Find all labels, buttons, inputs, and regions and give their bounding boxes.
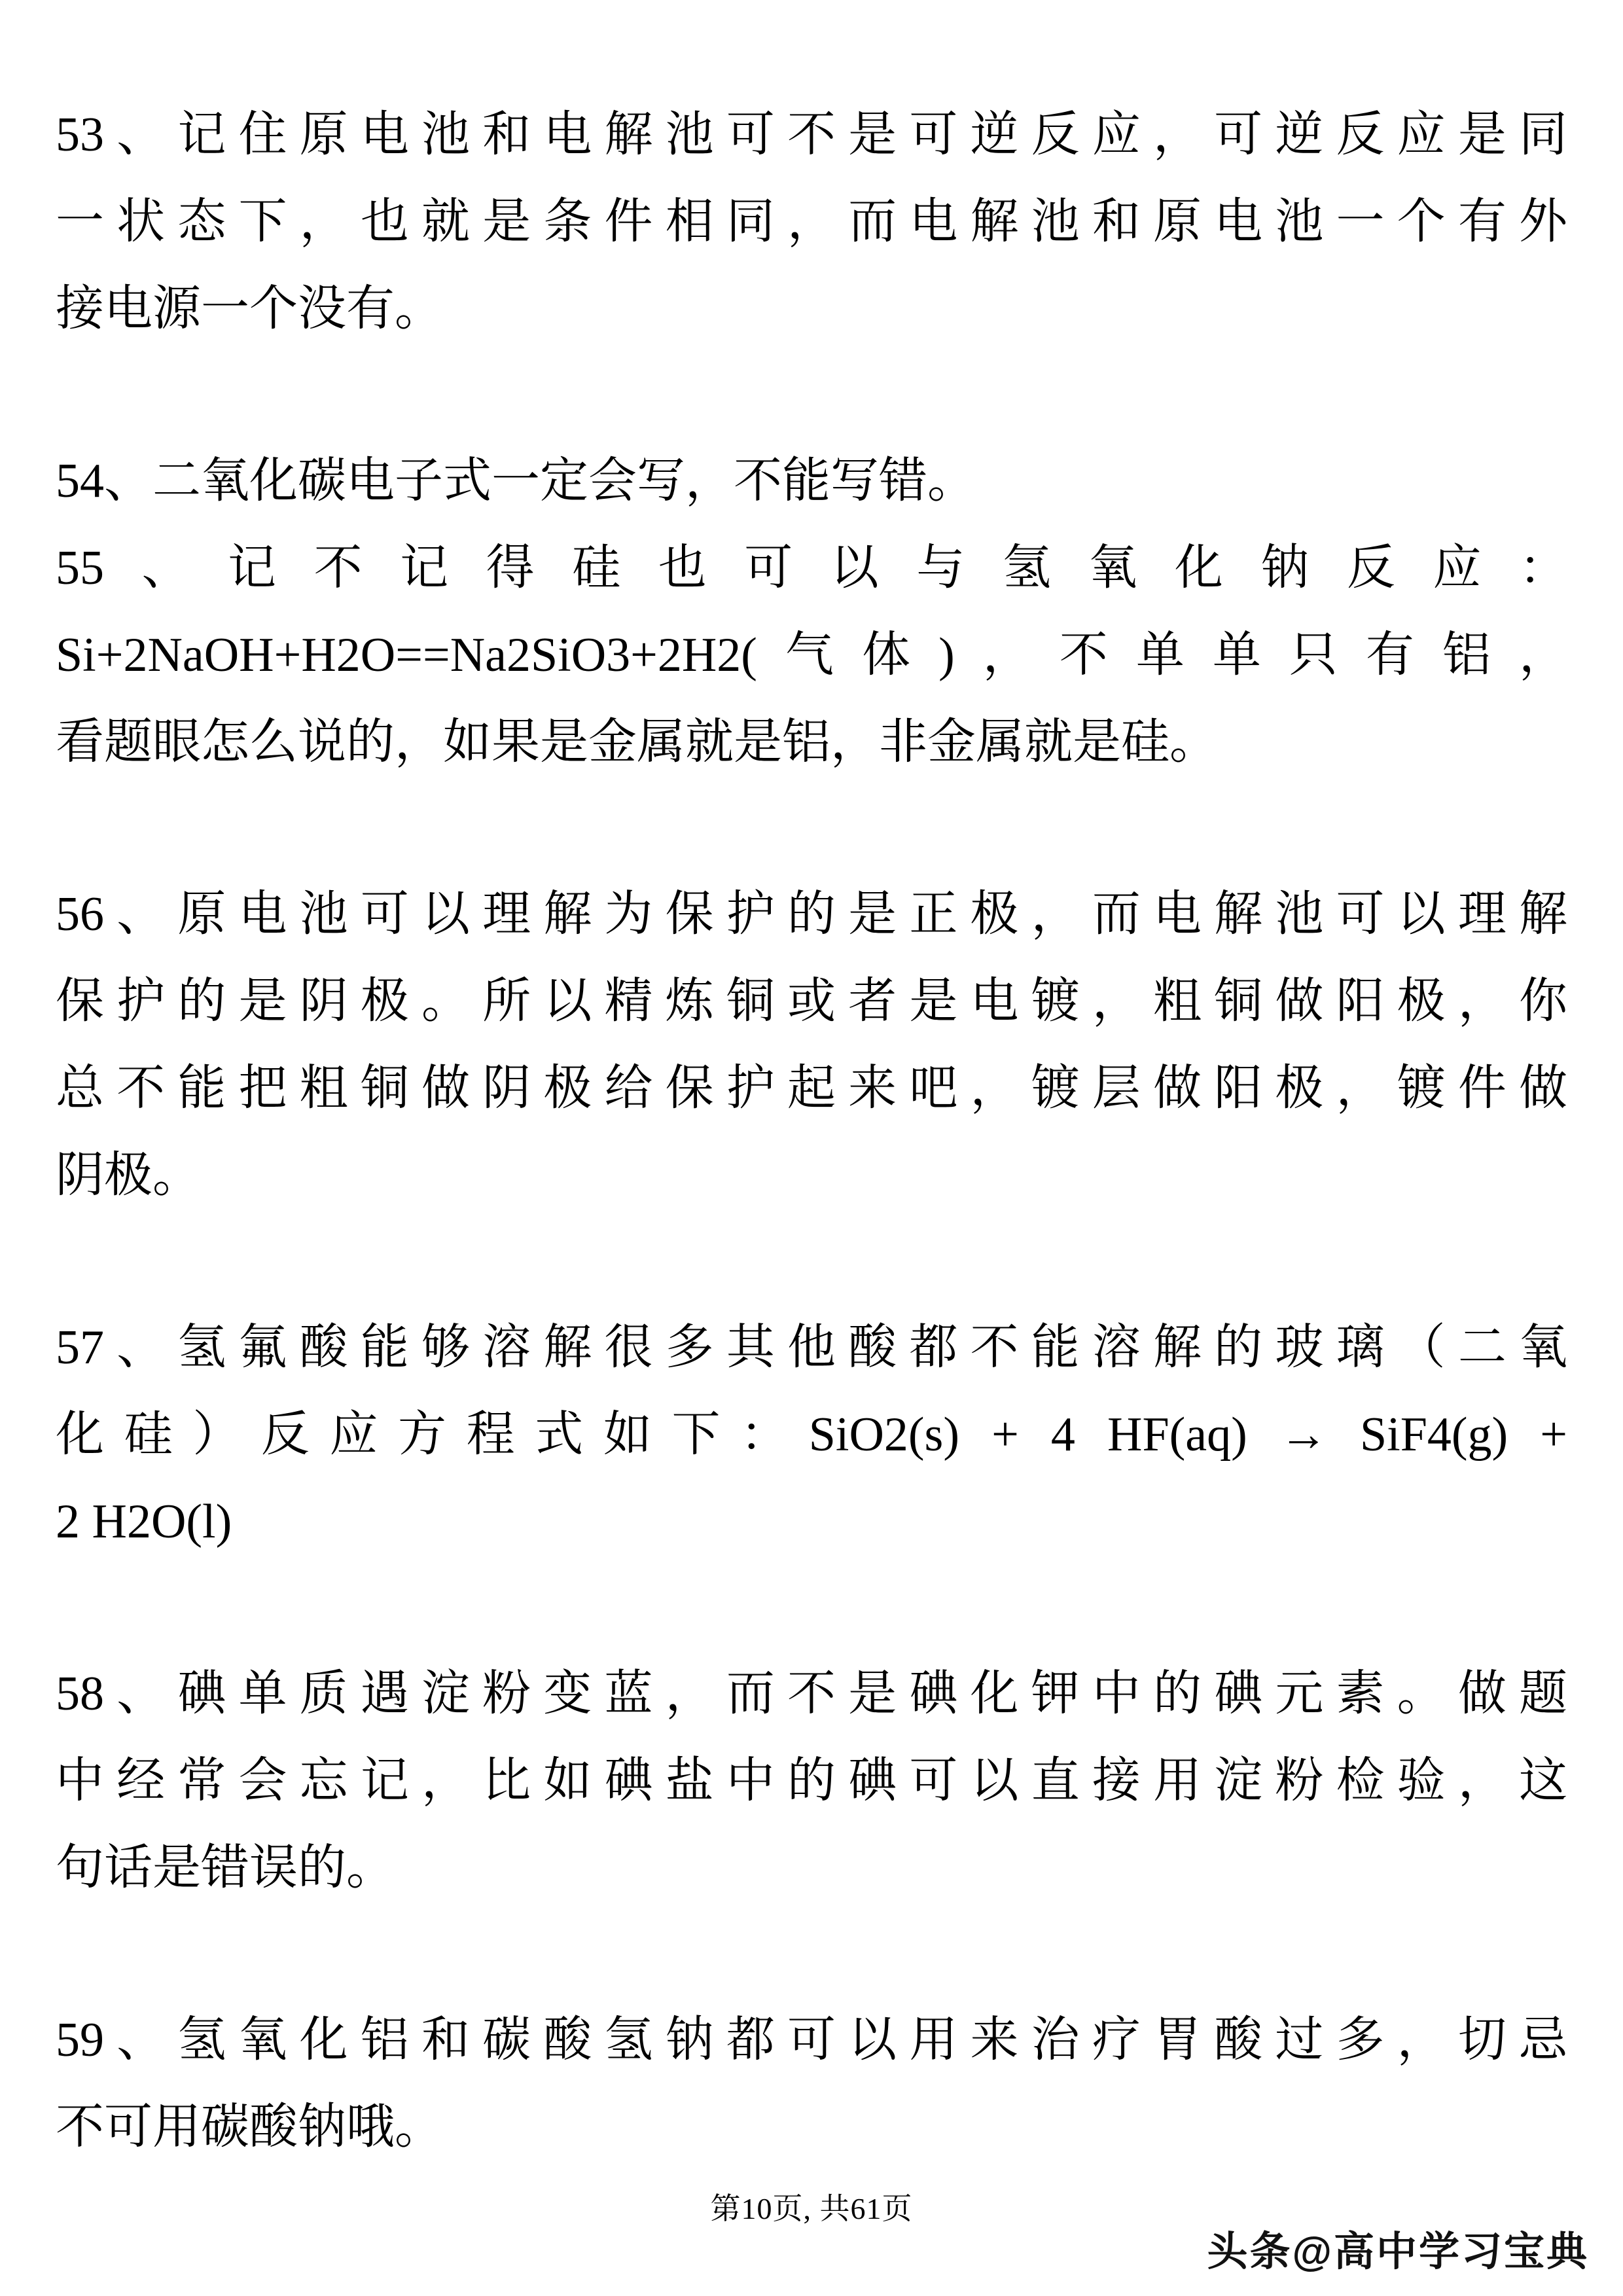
text-line: 不可用碳酸钠哦。 — [56, 2100, 443, 2154]
text-line: 接电源一个没有。 — [56, 282, 443, 336]
text-line: 2 H2O(l) — [56, 1495, 232, 1549]
text-line: 总不能把粗铜做阴极给保护起来吧，镀层做阳极，镀件做 — [56, 1062, 1567, 1115]
paragraph-item-53 — [56, 92, 1567, 353]
text-line: Si+2NaOH+H2O==Na2SiO3+2H2(气体)，不单单只有铝， — [56, 628, 1567, 682]
paragraph-item-54 — [56, 438, 1567, 525]
paragraph-item-58 — [56, 1651, 1567, 1912]
paragraph-item-56 — [56, 871, 1567, 1219]
text-line: 化硅）反应方程式如下：SiO2(s) + 4 HF(aq) → SiF4(g) + — [56, 1408, 1567, 1462]
text-line: 阴极。 — [56, 1149, 201, 1202]
text-line: 57、氢氟酸能够溶解很多其他酸都不能溶解的玻璃（二氧 — [56, 1321, 1567, 1374]
watermark-badge: 头条@高中学习宝典 — [1207, 2229, 1589, 2274]
paragraph-item-55 — [56, 525, 1567, 786]
text-line: 中经常会忘记，比如碘盐中的碘可以直接用淀粉检验，这 — [56, 1754, 1567, 1808]
text-line: 59、氢氧化铝和碳酸氢钠都可以用来治疗胃酸过多，切忌 — [56, 2013, 1567, 2067]
text-line: 53、记住原电池和电解池可不是可逆反应，可逆反应是同 — [56, 108, 1567, 162]
document-body — [56, 92, 1567, 2256]
text-line: 句话是错误的。 — [56, 1841, 395, 1895]
text-line: 58、碘单质遇淀粉变蓝，而不是碘化钾中的碘元素。做题 — [56, 1667, 1567, 1721]
text-line: 55、记不记得硅也可以与氢氧化钠反应： — [56, 541, 1567, 595]
paragraph-item-57 — [56, 1304, 1567, 1566]
text-line: 56、原电池可以理解为保护的是正极，而电解池可以理解 — [56, 888, 1567, 941]
text-line: 保护的是阴极。所以精炼铜或者是电镀，粗铜做阳极，你 — [56, 975, 1567, 1028]
text-line: 看题眼怎么说的，如果是金属就是铝，非金属就是硅。 — [56, 715, 1218, 769]
page-number: 第10页, 共61页 — [710, 2192, 913, 2225]
text-line: 一状态下，也就是条件相同，而电解池和原电池一个有外 — [56, 195, 1567, 249]
text-line: 54、二氧化碳电子式一定会写，不能写错。 — [56, 454, 976, 508]
paragraph-item-59 — [56, 1997, 1567, 2171]
